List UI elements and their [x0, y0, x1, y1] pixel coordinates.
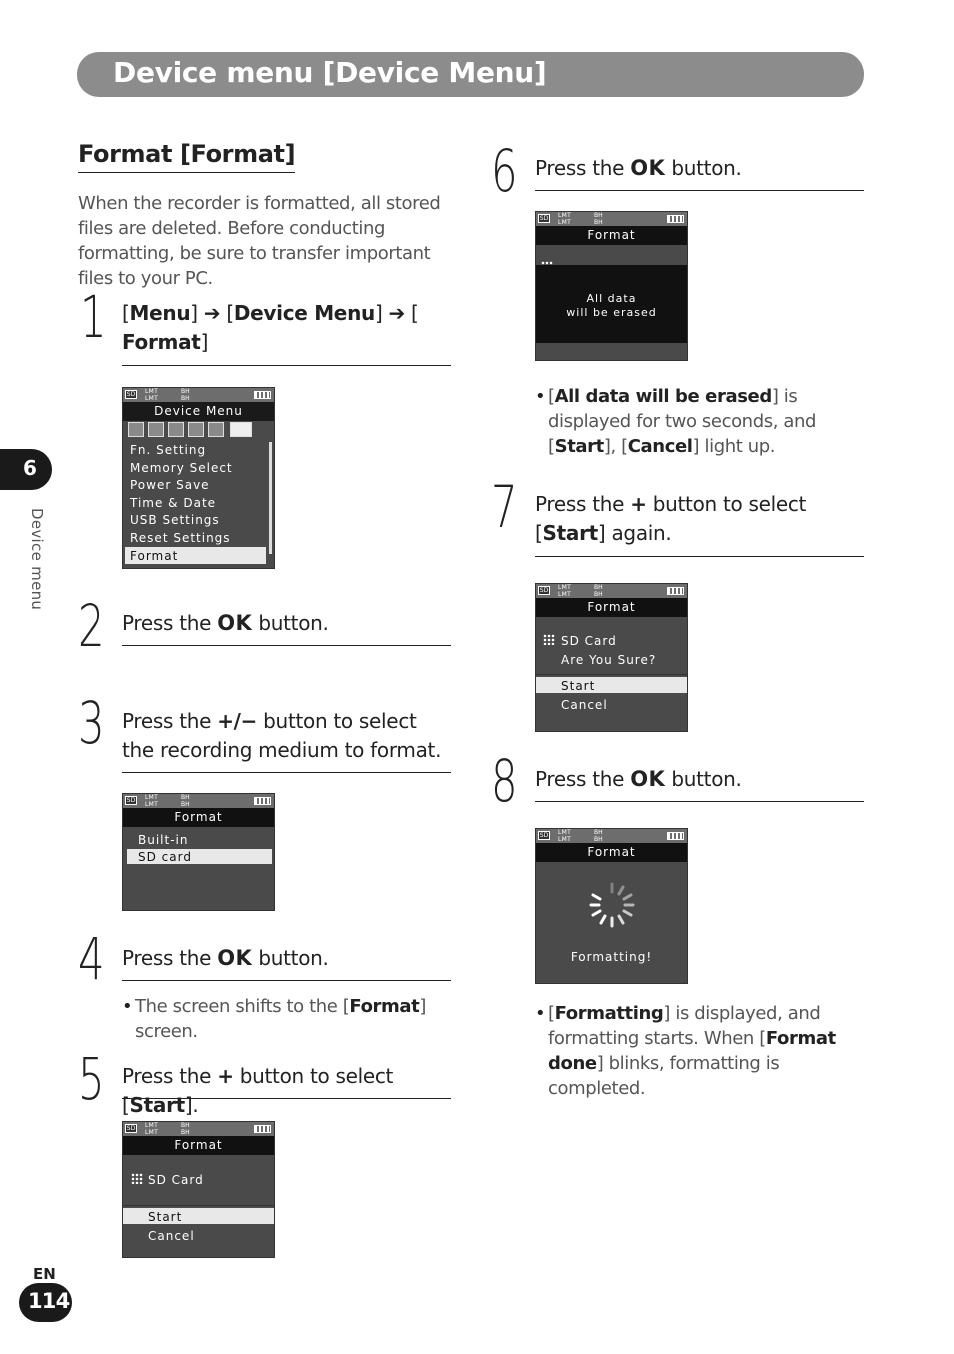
menu-item: Reset Settings	[130, 531, 231, 545]
step-8-note: • [Formatting] is displayed, and formatting starts. When [Format done] blinks, formatting is completed.	[535, 1001, 870, 1101]
step-number: 6	[491, 137, 518, 205]
memory-card-icon	[131, 1173, 143, 1184]
lcd-icon	[188, 422, 204, 437]
menu-item: USB Settings	[130, 513, 220, 527]
step-6-text: Press the OK button.	[535, 154, 864, 191]
menu-item: Time & Date	[130, 496, 217, 510]
scrollbar	[269, 442, 272, 554]
loading-spinner-icon	[588, 881, 636, 929]
confirm-question: Are You Sure?	[561, 653, 657, 667]
status-bar: SD LMT LMT BH BH	[123, 1122, 274, 1136]
play-icon	[148, 422, 164, 437]
status-bar: SD LMT LMT BH BH	[123, 388, 274, 402]
page-number-badge	[19, 1283, 72, 1322]
screen-formatting	[535, 828, 688, 984]
step-1-text: [Menu] ➔ [Device Menu] ➔ [ Format]	[122, 299, 451, 366]
medium-label: SD Card	[561, 634, 617, 648]
status-bar: SD LMT LMT BH BH	[536, 829, 687, 843]
chapter-label: Device menu	[28, 508, 46, 611]
status-bar: SD LMT LMT BH BH	[536, 212, 687, 226]
step-4-text: Press the OK button.	[122, 944, 451, 981]
erase-message: All data will be erased	[566, 292, 657, 319]
header-banner	[77, 52, 864, 97]
menu-tab-icons	[126, 421, 271, 438]
step-6-note: • [All data will be erased] is displayed for two seconds, and [Start], [Cancel] light up.	[535, 384, 864, 459]
screen-format-medium	[122, 793, 275, 911]
page-title: Device menu [Device Menu]	[113, 56, 547, 89]
menu-item: Power Save	[130, 478, 210, 492]
start-option: Start	[561, 679, 596, 693]
step-number: 5	[78, 1045, 105, 1113]
selected-item-highlight	[123, 1208, 275, 1224]
step-5-text: Press the + button to select [Start].	[122, 1062, 451, 1099]
step-2-text: Press the OK button.	[122, 609, 451, 646]
step-number: 2	[78, 592, 105, 660]
chapter-number: 6	[23, 456, 37, 480]
battery-icon	[254, 1125, 271, 1133]
step-8-text: Press the OK button.	[535, 765, 864, 802]
formatting-message: Formatting!	[570, 950, 653, 964]
mic-icon	[128, 422, 144, 437]
monitor-icon	[208, 422, 224, 437]
screen-format-confirm	[535, 583, 688, 732]
battery-icon	[254, 391, 271, 399]
screen-device-menu	[122, 387, 275, 569]
status-bar: SD LMT LMT BH BH	[536, 584, 687, 598]
step-4-note: • The screen shifts to the [Format] screen.	[122, 994, 451, 1044]
step-number: 8	[491, 747, 518, 815]
selected-item-highlight	[536, 677, 688, 693]
battery-icon	[254, 797, 271, 805]
status-bar: SD LMT LMT BH BH	[123, 794, 274, 808]
medium-label: SD Card	[148, 1173, 204, 1187]
language-label: EN	[33, 1265, 56, 1283]
screen-title: Format	[536, 226, 687, 245]
screen-title: Format	[536, 843, 687, 862]
battery-icon	[667, 215, 684, 223]
menu-item: Memory Select	[130, 461, 233, 475]
cancel-option: Cancel	[148, 1229, 195, 1243]
menu-item: Fn. Setting	[130, 443, 207, 457]
step-number: 1	[80, 283, 107, 351]
memory-card-icon	[543, 634, 555, 645]
chapter-tab	[0, 449, 52, 490]
screen-erase-warning	[535, 211, 688, 361]
screen-title: Format	[536, 598, 687, 617]
section-intro: When the recorder is formatted, all stored files are deleted. Before conducting formatting, be sure to transfer important files to your PC.	[78, 193, 441, 289]
start-option: Start	[148, 1210, 183, 1224]
step-7-text: Press the + button to select [Start] again.	[535, 490, 864, 557]
file-icon	[168, 422, 184, 437]
step-number: 3	[78, 689, 105, 757]
section-title: Format [Format]	[78, 140, 295, 173]
battery-icon	[667, 587, 684, 595]
battery-icon	[667, 832, 684, 840]
tools-icon	[230, 422, 252, 437]
medium-option: Built-in	[138, 833, 189, 847]
page-number: 114	[28, 1289, 70, 1313]
menu-item-selected: Format	[130, 549, 179, 563]
screen-format-start	[122, 1121, 275, 1258]
screen-title: Device Menu	[123, 402, 274, 421]
medium-option-selected: SD card	[138, 850, 192, 864]
screen-title: Format	[123, 808, 274, 827]
screen-title: Format	[123, 1136, 274, 1155]
cancel-option: Cancel	[561, 698, 608, 712]
step-number: 4	[78, 925, 105, 993]
step-number: 7	[491, 473, 518, 541]
step-3-text: Press the +/− button to select the recording medium to format.	[122, 707, 451, 773]
